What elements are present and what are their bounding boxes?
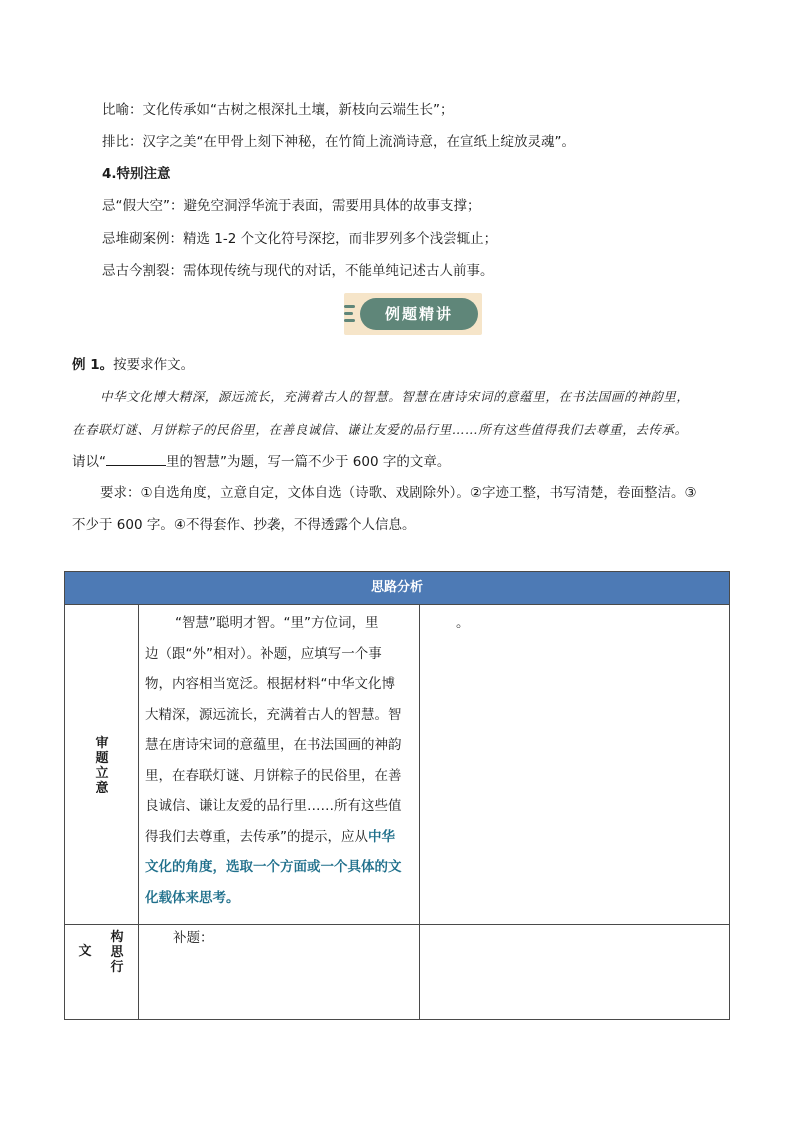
row1-line: 慧在唐诗宋词的意蕴里，在书法国画的神韵: [145, 737, 402, 753]
example-heading: [72, 355, 194, 375]
row1-label: [94, 736, 110, 796]
metaphor-line: 比喻：文化传承如“古树之根深扎土壤，新枝向云端生长”；: [102, 102, 454, 118]
row1-line: 边（跟“外”相对）。补题，应填写一个事: [145, 645, 382, 662]
row1-right-content: 。: [456, 615, 470, 631]
col-divider: [138, 605, 139, 1019]
row1-label-char: 题: [95, 751, 109, 766]
row1-line: 良诚信、谦让友爱的品行里……所有这些值: [145, 798, 402, 814]
requirement-line-2: 不少于 600 字。④不得套作、抄袭，不得透露个人信息。: [72, 517, 416, 533]
highlight-line: 化载体来思考。: [145, 889, 240, 906]
fill-blank: [106, 451, 166, 466]
row2-label-a: 文: [78, 944, 92, 959]
analysis-table: [64, 571, 730, 1020]
row1-line-text: 得我们去尊重，去传承”的提示，应从: [145, 828, 368, 845]
row1-line: [145, 822, 417, 853]
row1-label-char: 审: [95, 736, 109, 751]
task-line: [72, 451, 450, 472]
banner-dash-icon: [344, 312, 353, 315]
row1-label-char: 意: [95, 781, 109, 796]
row1-line: 物，内容相当宽泛。根据材料“中华文化博: [145, 676, 395, 692]
banner-dash-icon: [344, 319, 355, 322]
banner-label: 例题精讲: [360, 298, 478, 330]
row1-content: [145, 608, 417, 913]
example-label: 例 1。: [72, 357, 114, 373]
special-notes-heading: 4.特别注意: [102, 166, 171, 182]
row2-label-char: 行: [110, 960, 124, 975]
row-divider: [65, 924, 729, 925]
banner-dash-icon: [344, 305, 355, 308]
table-header: 思路分析: [65, 572, 729, 605]
row1-line: 里，在春联灯谜、月饼粽子的民俗里，在善: [145, 767, 402, 784]
note-line-2: 忌堆砌案例：精选 1-2 个文化符号深挖，而非罗列多个浅尝辄止；: [102, 231, 498, 247]
material-line-1: 中华文化博大精深，源远流长，充满着古人的智慧。智慧在唐诗宋词的意蕴里，在书法国画的神韵里，: [100, 389, 690, 404]
parallelism-line: 排比：汉字之美“在甲骨上刻下神秘，在竹简上流淌诗意，在宣纸上绽放灵魂”。: [102, 134, 575, 150]
highlight-text: 中华: [368, 828, 395, 845]
row2-content: 补题：: [173, 930, 214, 946]
col-divider: [419, 605, 420, 1019]
note-line-1: 忌“假大空”：避免空洞浮华流于表面，需要用具体的故事支撑；: [102, 198, 481, 214]
row2-label-char: 构: [110, 930, 124, 945]
example-prompt: 按要求作文。: [113, 357, 195, 373]
row1-label-char: 立: [95, 766, 109, 781]
row1-line: “智慧”聪明才智。“里”方位词，里: [175, 615, 379, 631]
requirement-line-1: 要求：①自选角度，立意自定，文体自选（诗歌、戏剧除外）。②字迹工整，书写清楚，卷面整洁。③: [100, 485, 697, 501]
highlight-line: 文化的角度，选取一个方面或一个具体的文: [145, 859, 402, 875]
material-line-2: 在春联灯谜、月饼粽子的民俗里，在善良诚信、谦让友爱的品行里……所有这些值得我们去尊重，去传承。: [72, 422, 688, 437]
task-pre: 请以“: [72, 454, 106, 470]
row2-label-b: [109, 930, 125, 975]
section-banner: [344, 293, 482, 335]
task-post: 里的智慧”为题，写一篇不少于 600 字的文章。: [166, 454, 451, 470]
note-line-3: 忌古今割裂：需体现传统与现代的对话，不能单纯记述古人前事。: [102, 263, 494, 279]
row2-label-char: 思: [110, 945, 124, 960]
row1-line: 大精深，源远流长，充满着古人的智慧。智: [145, 706, 402, 723]
